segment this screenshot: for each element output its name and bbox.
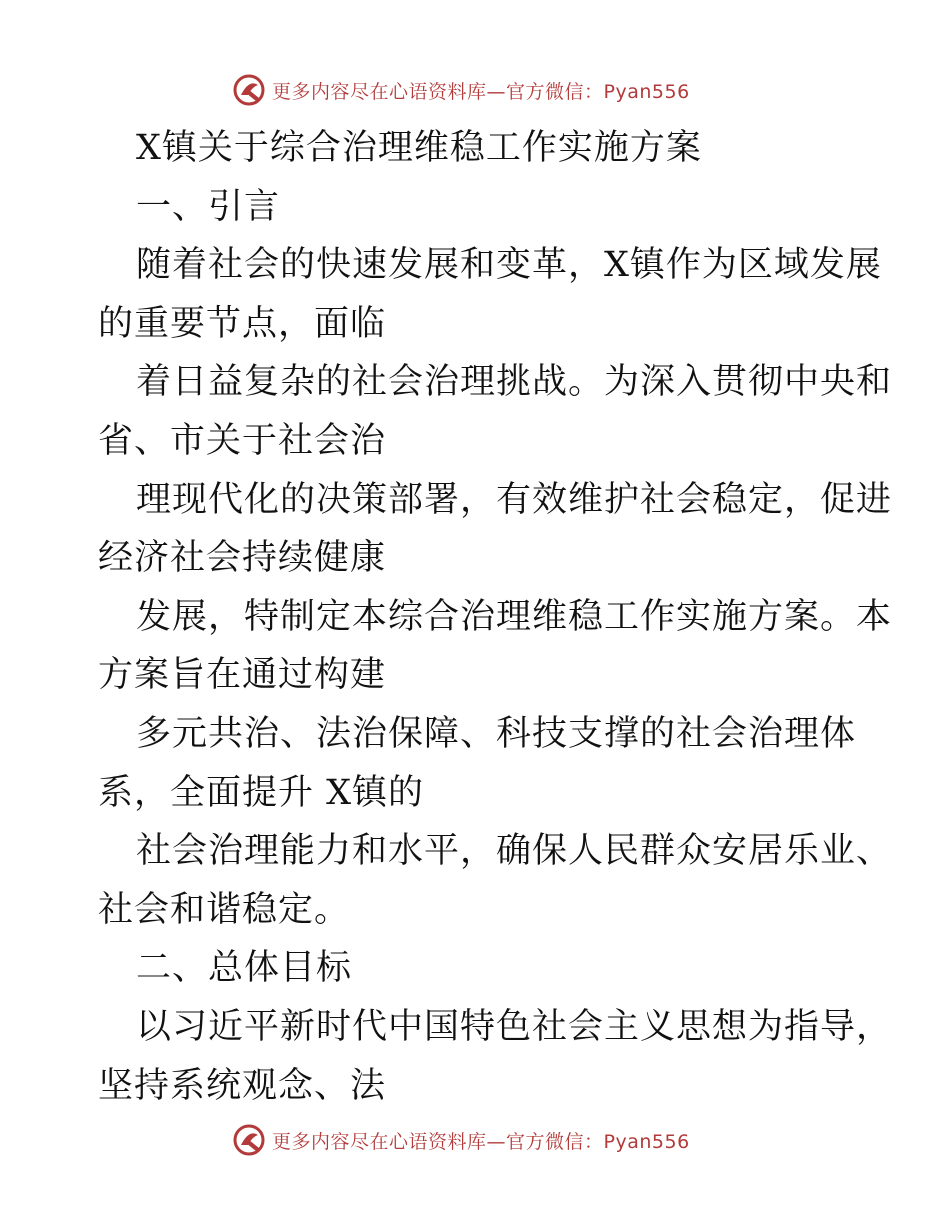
paragraph-line: 随着社会的快速发展和变革，X镇作为区域发展 [136,245,882,286]
document-title: X镇关于综合治理维稳工作实施方案 [136,128,702,168]
footer-watermark-banner [232,1120,690,1160]
paragraph-line: 以习近平新时代中国特色社会主义思想为指导， [136,1006,893,1047]
footer-watermark-text: 更多内容尽在心语资料库—官方微信：Pyan556 [272,1130,690,1153]
paragraph-line: 省、市关于社会治 [98,420,387,461]
pen-logo-icon [232,1123,266,1157]
document-body [98,119,893,1115]
paragraph-line: 系，全面提升 X镇的 [98,772,425,813]
paragraph-line: 社会和谐稳定。 [98,889,351,930]
paragraph-line: 理现代化的决策部署，有效维护社会稳定，促进 [136,479,893,520]
header-watermark-banner [232,70,690,110]
paragraph-line: 多元共治、法治保障、科技支撑的社会治理体 [136,713,857,754]
pen-logo-icon [232,73,266,107]
section-heading-overall-goal: 二、总体目标 [136,948,353,989]
paragraph-line: 方案旨在通过构建 [98,655,387,696]
paragraph-line: 经济社会持续健康 [98,538,387,579]
paragraph-line: 社会治理能力和水平，确保人民群众安居乐业、 [136,831,893,872]
header-watermark-text: 更多内容尽在心语资料库—官方微信：Pyan556 [272,80,690,103]
section-heading-introduction: 一、引言 [136,186,281,227]
paragraph-line: 的重要节点，面临 [98,303,387,344]
paragraph-line: 坚持系统观念、法 [98,1065,387,1106]
paragraph-line: 着日益复杂的社会治理挑战。为深入贯彻中央和 [136,362,893,403]
paragraph-line: 发展，特制定本综合治理维稳工作实施方案。本 [136,596,893,637]
